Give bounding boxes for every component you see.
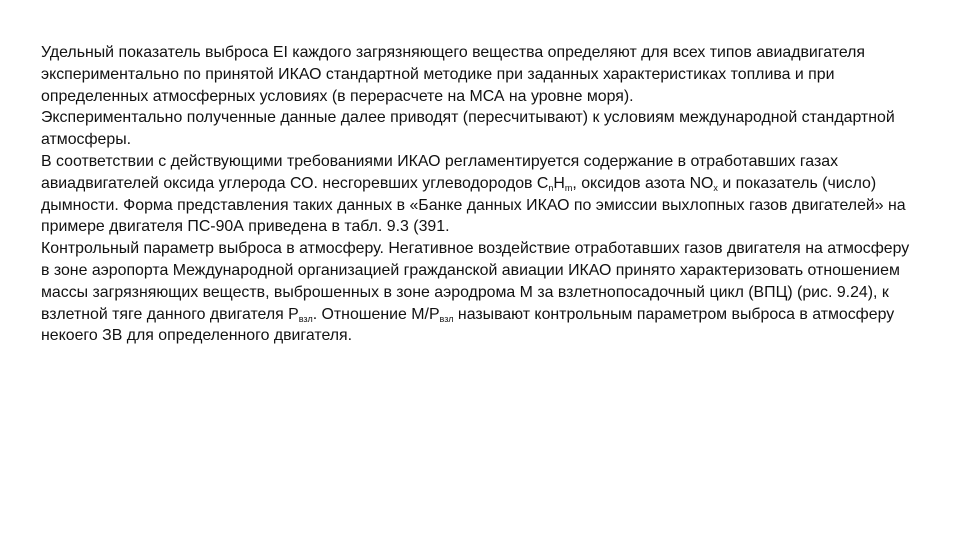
paragraph-text: Контрольный параметр выброса в атмосферу. Негативное воздействие отработавших газов двигателя на атмосферу в зоне аэропорта Международной организацией гражданской авиации ИКАО принято характеризовать отношением массы загрязняющих веществ, выброшенных в зоне аэродрома М за взлетнопосадочный цикл (ВПЦ) (рис. 9.24), к взлетной тяге данного двигателя Р bbox=[41, 240, 910, 323]
formula-h: H bbox=[553, 174, 565, 192]
paragraph-text: называют контрольным параметром выброса в атмосферу некоего ЗВ для определенного двигателя. bbox=[41, 305, 895, 345]
paragraph-emission-index bbox=[41, 42, 920, 107]
subscript-m: m bbox=[564, 182, 573, 193]
paragraph-control-parameter bbox=[41, 238, 920, 347]
paragraph-text: и показатель (число) дымности. Форма представления таких данных в «Банке данных ИКАО по эмиссии выхлопных газов двигателей» на примере двигателя ПС-90А приведена в табл. 9.3 (391. bbox=[41, 174, 906, 236]
paragraph-text: Экспериментально полученные данные далее приводят (пересчитывают) к условиям международной стандартной атмосферы. bbox=[41, 109, 895, 149]
subscript-vzl: взл bbox=[439, 313, 454, 324]
subscript-x: x bbox=[713, 182, 718, 193]
paragraph-text: , оксидов азота NO bbox=[572, 174, 714, 192]
paragraph-text: В соответствии с действующими требованиями ИКАО регламентируется содержание в отработавших газах авиадвигателей оксида углерода СО. несгоревших углеводородов C bbox=[41, 152, 839, 192]
subscript-vzl: взл bbox=[298, 313, 313, 324]
paragraph-icao-requirements bbox=[41, 151, 920, 238]
paragraph-standard-atmosphere bbox=[41, 107, 920, 151]
paragraph-text: . Отношение М/Р bbox=[312, 305, 440, 323]
paragraph-text: Удельный показатель выброса EI каждого загрязняющего вещества определяют для всех типов авиадвигателя экспериментально по принятой ИКАО стандартной методике при заданных характеристиках топлива и при определенных атмосферных условиях (в перерасчете на МСА на уровне моря). bbox=[41, 44, 866, 105]
subscript-n: n bbox=[548, 182, 554, 193]
